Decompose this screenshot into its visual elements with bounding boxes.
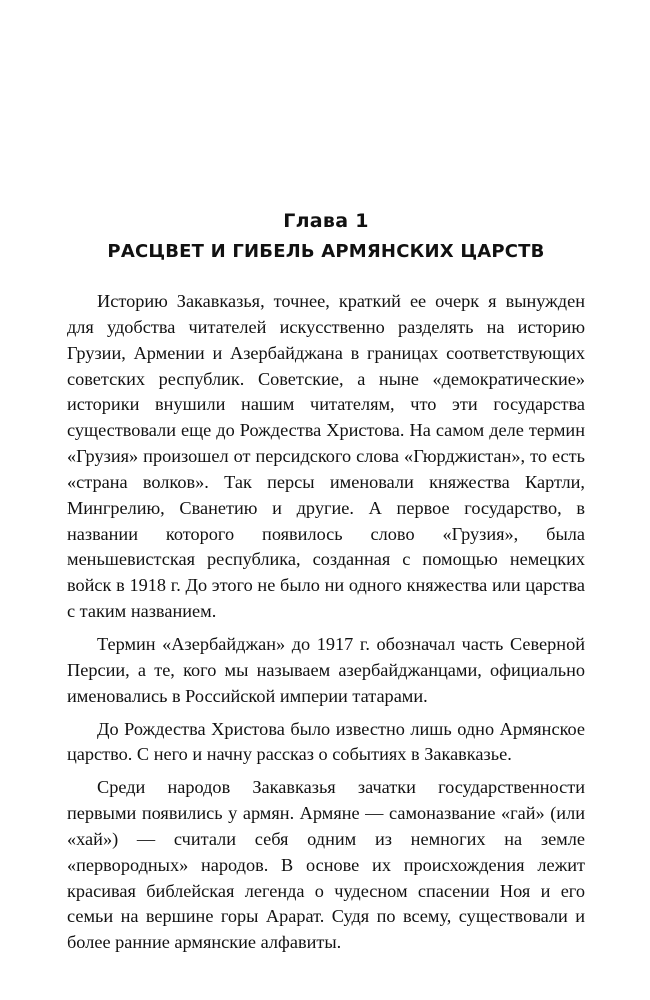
paragraph: Историю Закавказья, точнее, краткий ее очерк я вынужден для удобства читателей искусственно разделять на историю Грузии, Армении и Азербайджана в границах соответствующих советских республик. Советские, а ныне «демократические» историки внушили нашим читателям, что эти государства существовали еще до Рождества Христова. На самом деле термин «Грузия» произошел от персидского слова «Гюрджистан», то есть «страна волков». Так персы именовали княжества Картли, Мингрелию, Сванетию и другие. А первое государство, в названии которого появилось слово «Грузия», была меньшевистская республика, созданная с помощью немецких войск в 1918 г. До этого не было ни одного княжества или царства с таким названием. [67, 291, 585, 622]
paragraph: Среди народов Закавказья зачатки государственности первыми появились у армян. Армяне — самоназвание «гай» (или «хай») — считали себя одним из немногих на земле «первородных» народов. В основе их происхождения лежит красивая библейская легенда о чудесном спасении Ноя и его семьи на вершине горы Арарат. Судя по всему, существовали и более ранние армянские алфавиты. [67, 777, 585, 953]
chapter-body [67, 289, 585, 956]
chapter-title: РАСЦВЕТ И ГИБЕЛЬ АРМЯНСКИХ ЦАРСТВ [107, 241, 545, 262]
paragraph: Термин «Азербайджан» до 1917 г. обозначал часть Северной Персии, а те, кого мы называем азербайджанцами, официально именовались в Российской империи татарами. [67, 633, 585, 706]
chapter-number: Глава 1 [283, 210, 369, 232]
book-page [67, 208, 585, 963]
paragraph: До Рождества Христова было известно лишь одно Армянское царство. С него и начну рассказ о событиях в Закавказье. [67, 718, 585, 765]
